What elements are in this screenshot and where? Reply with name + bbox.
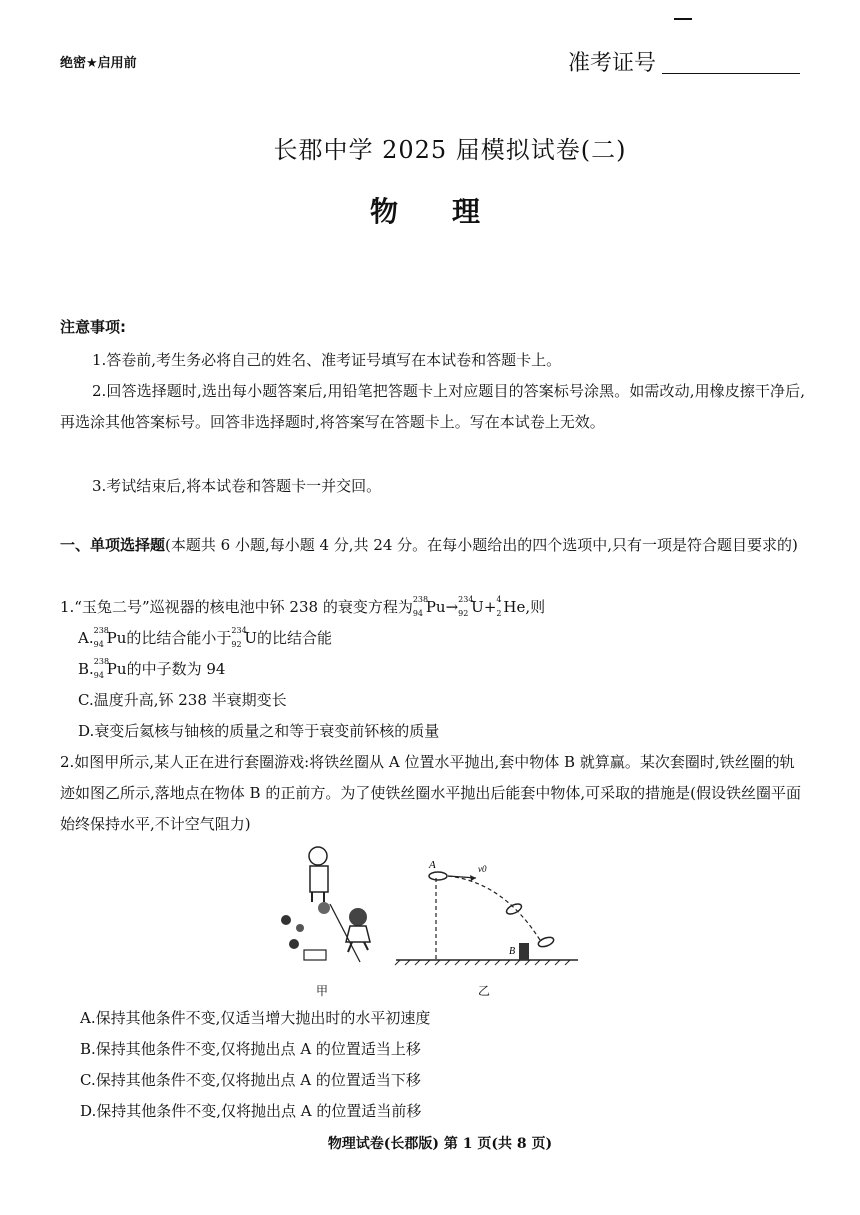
- top-dash: [674, 18, 692, 20]
- notice-item-2: 2.回答选择题时,选出每小题答案后,用铅笔把答题卡上对应题目的答案标号涂黑。如需改动,用橡皮擦干净后,再选涂其他答案标号。回答非选择题时,将答案写在答题卡上。写在本试卷上无效。: [60, 382, 805, 431]
- q1-option-d[interactable]: D.衰变后氦核与铀核的质量之和等于衰变前钚核的质量: [78, 722, 440, 740]
- section-1-header: [60, 530, 805, 561]
- notice-heading: 注意事项:: [60, 318, 126, 336]
- q1-stem-suffix: ,则: [525, 598, 546, 616]
- plus-symbol: +: [483, 598, 497, 616]
- q1-stem-prefix: 1.“玉兔二号”巡视器的核电池中钚 238 的衰变方程为: [60, 598, 413, 616]
- arrow-symbol: →: [445, 598, 459, 616]
- nuclide-u: 234 92 U: [231, 626, 258, 649]
- q2-option-a[interactable]: A.保持其他条件不变,仅适当增大抛出时的水平初速度: [80, 1009, 431, 1027]
- q1-option-b[interactable]: B. 238 94 Pu的中子数为 94: [78, 654, 225, 685]
- q2-option-b[interactable]: B.保持其他条件不变,仅将抛出点 A 的位置适当上移: [80, 1040, 421, 1058]
- figure-caption-yi: 乙: [478, 984, 491, 998]
- q1-option-c[interactable]: C.温度升高,钚 238 半衰期变长: [78, 691, 287, 709]
- nuclide-he: 4 2 He: [496, 595, 526, 618]
- section-1-title: 一、单项选择题: [60, 536, 166, 554]
- label-b: B: [509, 946, 516, 957]
- figure-jia-illustration: [281, 847, 370, 962]
- exam-id-label: 准考证号: [568, 51, 657, 76]
- notice-item-3: 3.考试结束后,将本试卷和答题卡一并交回。: [92, 477, 382, 495]
- exam-id-field[interactable]: [662, 73, 800, 74]
- secret-label: 绝密★启用前: [60, 56, 137, 71]
- q2-option-d[interactable]: D.保持其他条件不变,仅将抛出点 A 的位置适当前移: [80, 1102, 422, 1120]
- nuclide-pu: 238 94 Pu: [93, 626, 127, 649]
- label-v0: v0: [478, 864, 487, 874]
- q2-option-c[interactable]: C.保持其他条件不变,仅将抛出点 A 的位置适当下移: [80, 1071, 421, 1089]
- q1-option-a[interactable]: A. 238 94 Pu的比结合能小于 234 92 U的比结合能: [78, 623, 332, 654]
- nuclide-pu: 238 94 Pu: [93, 657, 127, 680]
- question-2-stem: 2.如图甲所示,某人正在进行套圈游戏:将铁丝圈从 A 位置水平抛出,套中物体 B 就算赢。某次套圈时,铁丝圈的轨迹如图乙所示,落地点在物体 B 的正前方。为了使铁丝圈水平抛出后能套中物体,可采取的措施是(假设铁丝圈平面始终保持水平,不计空气阻力): [60, 753, 801, 833]
- label-a: A: [429, 859, 436, 871]
- page-footer: 物理试卷(长郡版) 第 1 页(共 8 页): [327, 1136, 553, 1152]
- nuclide-u: 234 92 U: [458, 595, 484, 618]
- subject-title: 物理: [370, 195, 535, 228]
- question-2-figure: [268, 842, 598, 972]
- nuclide-pu: 238 94 Pu: [412, 595, 446, 618]
- question-1-stem: [60, 592, 545, 623]
- section-1-desc: (本题共 6 小题,每小题 4 分,共 24 分。在每小题给出的四个选项中,只有一项是符合题目要求的): [165, 536, 798, 554]
- figure-caption-jia: 甲: [316, 984, 329, 998]
- notice-item-1: 1.答卷前,考生务必将自己的姓名、准考证号填写在本试卷和答题卡上。: [92, 351, 562, 369]
- figure-yi-diagram: [395, 872, 578, 965]
- exam-title: 长郡中学 2025 届模拟试卷(二): [273, 136, 627, 164]
